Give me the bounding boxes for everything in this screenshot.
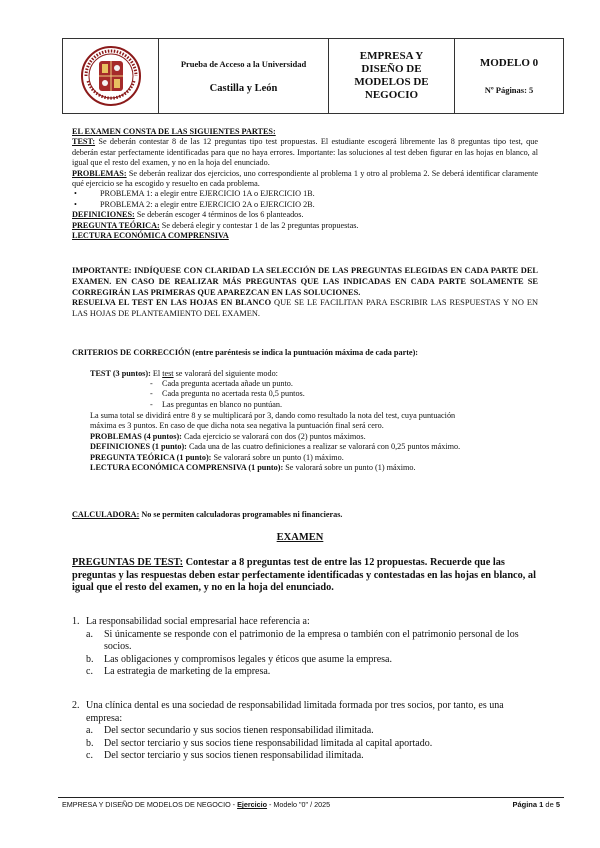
question-1-option-b: b. Las obligaciones y compromisos legales y éticos que asume la empresa. xyxy=(86,653,392,665)
rule-correct: - Cada pregunta acertada añade un punto. xyxy=(80,379,546,389)
criteria-theory: PREGUNTA TEÓRICA (1 punto): Se valorará sobre un punto (1) máximo. xyxy=(90,452,344,462)
criteria-test: TEST (3 puntos): El test se valorará del siguiente modo: xyxy=(90,369,278,378)
question-2-stem: 2. Una clínica dental es una sociedad de responsabilidad limitada formada por tres socios, por tanto, es una empresa: xyxy=(72,700,504,724)
footer-divider xyxy=(58,797,564,798)
important-notice xyxy=(72,266,538,320)
question-2 xyxy=(72,700,542,763)
problem-2-item: • PROBLEMA 2: a elegir entre EJERCICIO 2A o EJERCICIO 2B. xyxy=(72,200,538,210)
question-1 xyxy=(72,616,542,679)
header-table xyxy=(62,38,564,114)
intro-definitions: DEFINICIONES: Se deberán escoger 4 términos de los 6 planteados. xyxy=(72,210,304,220)
criteria-heading: CRITERIOS DE CORRECCIÓN (entre paréntesis se indica la puntuación máxima de cada parte): xyxy=(72,348,419,357)
blank-sheets-notice: RESUELVA EL TEST EN LAS HOJAS EN BLANCO QUE SE LE FACILITAN PARA ESCRIBIR LAS RESPUESTAS Y NO EN LAS HOJAS DE PLANTEAMIENTO DEL EXAMEN. xyxy=(72,298,539,319)
intro-section xyxy=(72,127,538,241)
question-2-option-c: c. Del sector terciario y sus socios tienen responsabilidad ilimitada. xyxy=(86,750,364,762)
intro-reading: LECTURA ECONÓMICA COMPRENSIVA xyxy=(72,231,229,241)
criteria-reading: LECTURA ECONÓMICA COMPRENSIVA (1 punto): Se valorará sobre un punto (1) máximo. xyxy=(90,463,416,473)
criteria-test-rules xyxy=(80,379,546,410)
criteria-problems: PROBLEMAS (4 puntos): Cada ejercicio se valorará con dos (2) puntos máximos. xyxy=(90,431,366,441)
question-2-option-a: a. Del sector secundario y sus socios tienen responsabilidad ilimitada. xyxy=(86,725,374,737)
subject-name: EMPRESA Y DISEÑO DE MODELOS DE NEGOCIO xyxy=(354,50,429,101)
model-cell xyxy=(455,39,563,113)
subject-cell xyxy=(329,39,455,113)
region-name: Castilla y León xyxy=(209,82,278,94)
university-seal-cell xyxy=(63,39,159,113)
university-seal-icon xyxy=(80,45,142,107)
intro-theory: PREGUNTA TEÓRICA: Se deberá elegir y contestar 1 de las 2 preguntas propuestas. xyxy=(72,220,359,230)
intro-test-paragraph: TEST: Se deberán contestar 8 de las 12 preguntas tipo test propuestas. El estudiante escogerá libremente las 8 preguntas tipo test, que deberán estar perfectamente identificadas para que no haya errores. Importante: las soluciones al test deben figurar en las hojas en blanco, al igual que el resto del examen, y no en la hoja del enunciado. xyxy=(72,137,538,168)
question-2-option-b: b. Del sector terciario y sus socios tiene responsabilidad limitada al capital aportado. xyxy=(86,737,433,749)
model-label: MODELO 0 xyxy=(479,57,539,69)
question-1-option-c: c. La estrategia de marketing de la empresa. xyxy=(86,666,271,678)
rule-blank: - Las preguntas en blanco no puntúan. xyxy=(80,400,546,410)
pages-count: Nº Páginas: 5 xyxy=(484,85,534,95)
important-text: IMPORTANTE: INDÍQUESE CON CLARIDAD LA SELECCIÓN DE LAS PREGUNTAS ELEGIDAS EN CADA PARTE DEL EXAMEN. EN CASO DE REALIZAR MÁS PREGUNTAS QUE LAS INDICADAS EN CADA PARTE SOLAMENTE SE CORREGIRÁN LAS PRIMERAS QUE APAREZCAN EN LAS SOLUCIONES. xyxy=(72,266,538,297)
problem-1-item: • PROBLEMA 1: a elegir entre EJERCICIO 1A o EJERCICIO 1B. xyxy=(72,189,538,199)
title-cell xyxy=(159,39,329,113)
grading-criteria xyxy=(72,348,538,358)
rule-incorrect: - Cada pregunta no acertada resta 0,5 puntos. xyxy=(80,389,546,399)
question-1-stem: 1. La responsabilidad social empresarial hace referencia a: xyxy=(72,616,310,627)
criteria-sum: La suma total se dividirá entre 8 y se multiplicará por 3, dando como resultado la nota del test, cuya puntuación máxima es 3 puntos. En caso de que dicha nota sea negativa la puntuación final será cero. xyxy=(90,411,456,431)
exam-title: EXAMEN xyxy=(276,532,324,543)
footer-page-number: Página 1 de 5 xyxy=(512,800,560,809)
test-instructions: PREGUNTAS DE TEST: Contestar a 8 preguntas test de entre las 12 propuestas. Recuerde que las preguntas y las respuestas deben estar perfectamente identificadas y contestadas en las hojas en blanco, al igual que el resto del examen, y no en la hoja del enunciado. xyxy=(72,557,536,594)
criteria-definitions: DEFINICIONES (1 punto): Cada una de las cuatro definiciones a realizar se valorará con 0,25 puntos máximo. xyxy=(90,442,461,452)
exam-title-small: Prueba de Acceso a la Universidad xyxy=(180,58,307,69)
footer-subject: EMPRESA Y DISEÑO DE MODELOS DE NEGOCIO - Ejercicio - Modelo "0" / 2025 xyxy=(62,800,331,809)
intro-heading: EL EXAMEN CONSTA DE LAS SIGUIENTES PARTES: xyxy=(72,127,276,136)
intro-problems-paragraph: PROBLEMAS: Se deberán realizar dos ejercicios, uno correspondiente al problema 1 y otro al problema 2. Se deberá identificar claramente qué ejercicio se ha escogido y resuelto en cada problema. xyxy=(72,168,538,189)
criteria-more xyxy=(90,411,470,473)
criteria-details xyxy=(90,369,540,379)
question-1-option-a: a. Si únicamente se responde con el patrimonio de la empresa o también con el patrimonio personal de los socios. xyxy=(86,628,519,653)
calculator-notice: CALCULADORA: No se permiten calculadoras programables ni financieras. xyxy=(72,510,343,519)
